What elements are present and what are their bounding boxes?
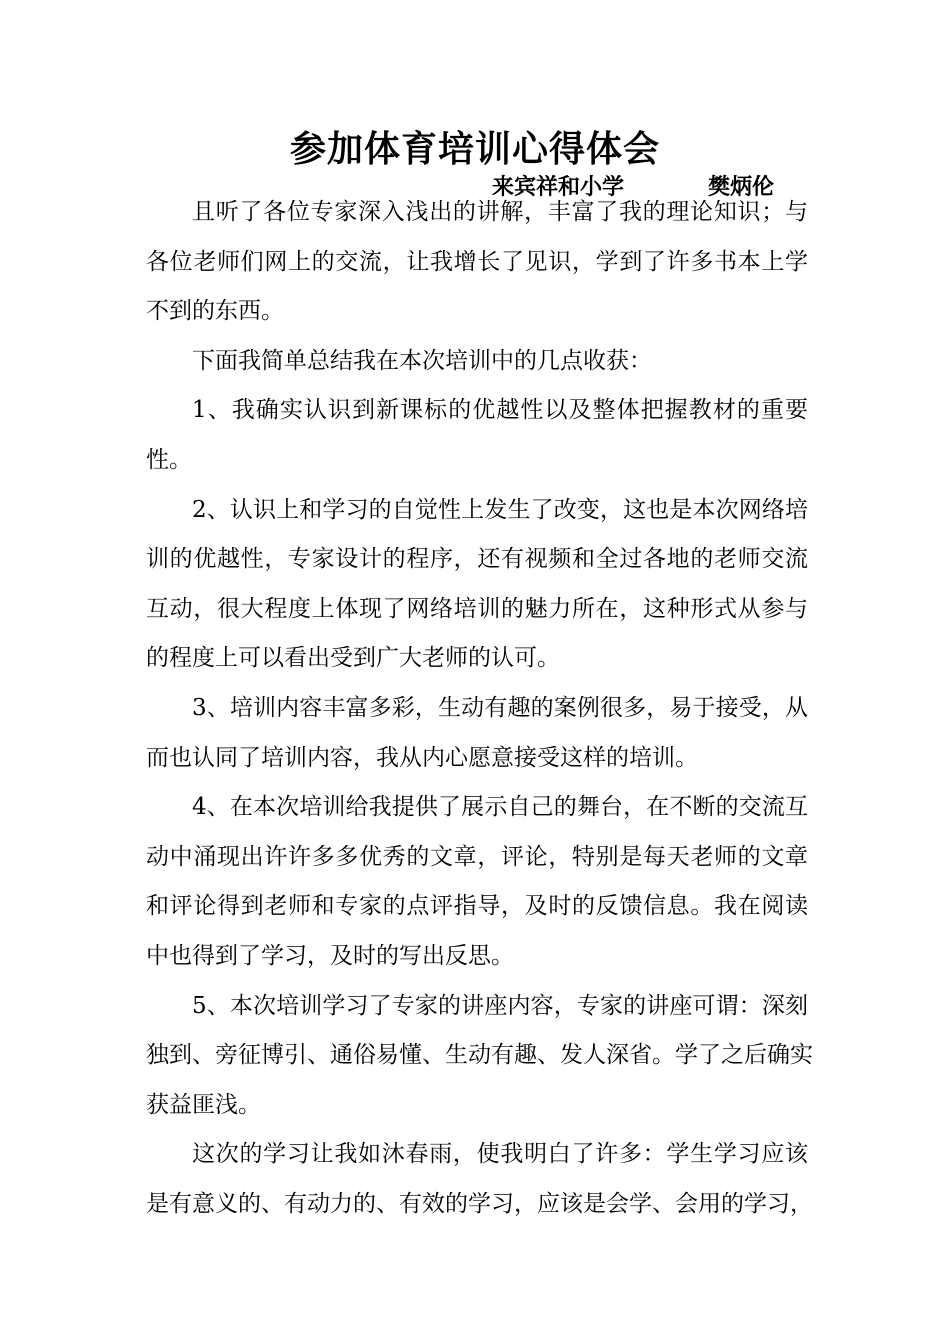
text-line: 这次的学习让我如沐春雨，使我明白了许多：学生学习应该 [192, 1141, 808, 1168]
text-line: 获益匪浅。 [146, 1091, 261, 1118]
text-line: 和评论得到老师和专家的点评指导，及时的反馈信息。我在阅读 [146, 893, 808, 920]
author-school: 来宾祥和小学 [492, 174, 625, 200]
text-line: 5、本次培训学习了专家的讲座内容，专家的讲座可谓：深刻 [192, 992, 808, 1019]
text-line: 下面我简单总结我在本次培训中的几点收获： [192, 347, 652, 374]
text-line: 4、在本次培训给我提供了展示自己的舞台，在不断的交流互 [192, 794, 808, 821]
document-title: 参加体育培训心得体会 [289, 128, 660, 170]
text-line: 且听了各位专家深入浅出的讲解，丰富了我的理论知识；与 [192, 199, 808, 225]
text-line: 而也认同了培训内容，我从内心愿意接受这样的培训。 [146, 744, 698, 771]
document-body [146, 188, 813, 1229]
author-name: 樊炳伦 [708, 174, 775, 200]
text-line: 中也得到了学习，及时的写出反思。 [146, 942, 514, 969]
text-line: 是有意义的、有动力的、有效的学习，应该是会学、会用的学习， [146, 1190, 813, 1217]
text-line: 的程度上可以看出受到广大老师的认可。 [146, 645, 560, 672]
text-line: 3、培训内容丰富多彩，生动有趣的案例很多，易于接受，从 [192, 694, 808, 721]
text-line: 1、我确实认识到新课标的优越性以及整体把握教材的重要 [192, 397, 808, 424]
text-line: 性。 [146, 446, 192, 473]
text-line: 互动，很大程度上体现了网络培训的魅力所在，这种形式从参与 [146, 595, 808, 622]
text-line: 各位老师们网上的交流，让我增长了见识，学到了许多书本上学 [146, 248, 808, 275]
text-line: 独到、旁征博引、通俗易懂、生动有趣、发人深省。学了之后确实 [146, 1042, 813, 1069]
text-line: 不到的东西。 [146, 298, 284, 325]
text-line: 动中涌现出许许多多优秀的文章，评论，特别是每天老师的文章 [146, 843, 808, 870]
text-line: 训的优越性，专家设计的程序，还有视频和全过各地的老师交流 [146, 546, 808, 573]
text-line: 2、认识上和学习的自觉性上发生了改变，这也是本次网络培 [192, 496, 808, 523]
